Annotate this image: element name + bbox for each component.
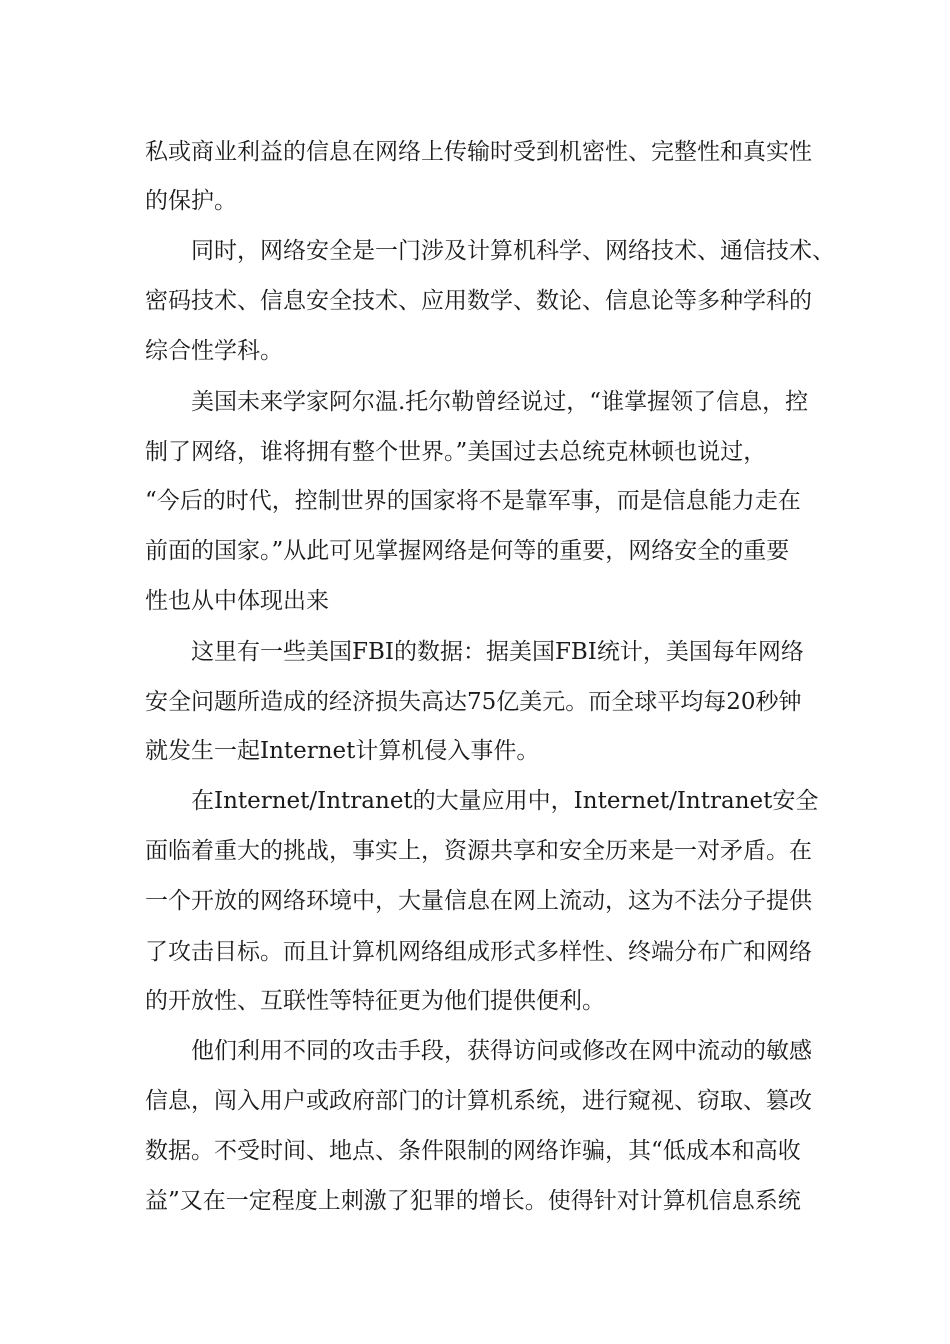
text-line: 前面的国家。”从此可见掌握网络是何等的重要，网络安全的重要 [145,538,790,564]
text-line: “今后的时代，控制世界的国家将不是靠军事，而是信息能力走在 [145,488,801,514]
text-line: 益”又在一定程度上刺激了犯罪的增长。使得针对计算机信息系统 [145,1188,801,1214]
text-line: 在Internet/Intranet的大量应用中，Internet/Intranet安全 [191,788,819,814]
text-line: 数据。不受时间、地点、条件限制的网络诈骗，其“低成本和高收 [145,1138,801,1164]
text-line: 私或商业利益的信息在网络上传输时受到机密性、完整性和真实性 [145,139,812,165]
text-line: 密码技术、信息安全技术、应用数学、数论、信息论等多种学科的 [145,288,812,314]
text-line: 安全问题所造成的经济损失高达75亿美元。而全球平均每20秒钟 [145,689,802,715]
text-line: 信息，闯入用户或政府部门的计算机系统，进行窥视、窃取、篡改 [145,1088,812,1114]
text-line: 同时，网络安全是一门涉及计算机科学、网络技术、通信技术、 [191,238,835,264]
text-line: 综合性学科。 [145,338,283,364]
text-line: 制了网络，谁将拥有整个世界。”美国过去总统克林顿也说过， [145,439,767,465]
text-line: 美国未来学家阿尔温.托尔勒曾经说过，“谁掌握领了信息，控 [191,389,809,415]
text-line: 性也从中体现出来 [145,588,329,614]
text-line: 的开放性、互联性等特征更为他们提供便利。 [145,988,605,1014]
text-line: 这里有一些美国FBI的数据：据美国FBI统计，美国每年网络 [191,639,804,665]
text-line: 一个开放的网络环境中，大量信息在网上流动，这为不法分子提供 [145,888,812,914]
text-line: 的保护。 [145,188,237,214]
text-line: 就发生一起Internet计算机侵入事件。 [145,738,540,764]
text-line: 他们利用不同的攻击手段，获得访问或修改在网中流动的敏感 [191,1038,812,1064]
text-line: 了攻击目标。而且计算机网络组成形式多样性、终端分布广和网络 [145,939,812,965]
text-line: 面临着重大的挑战，事实上，资源共享和安全历来是一对矛盾。在 [145,838,812,864]
